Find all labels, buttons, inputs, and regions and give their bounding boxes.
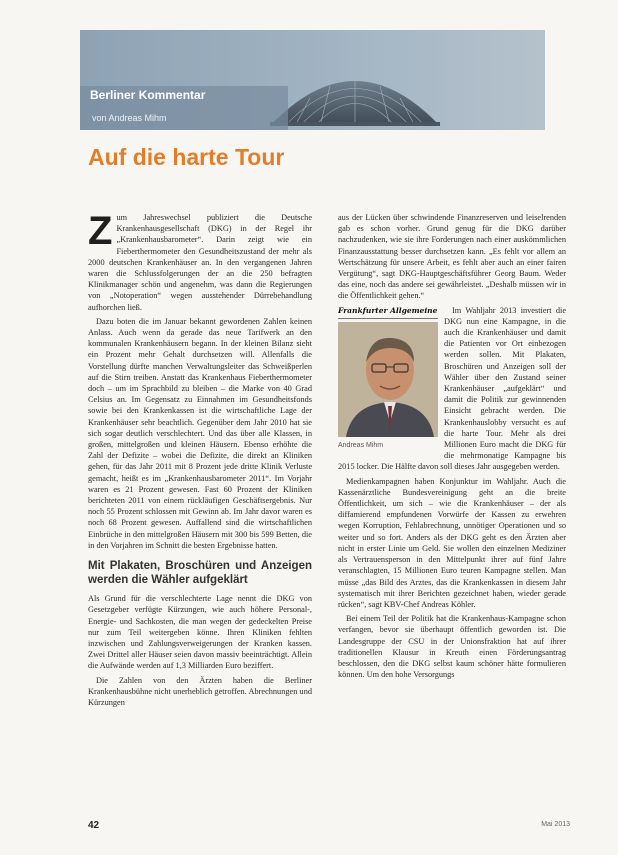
section-subheading: Mit Plakaten, Broschüren und Anzeigen werden die Wähler aufgeklärt: [88, 560, 312, 587]
page-number: 42: [88, 820, 100, 831]
paragraph: Bei einem Teil der Politik hat die Krankenhaus-Kampagne schon verfangen, bevor sie überhaupt öffentlich geworden ist. Die Landesgruppe der CSU in der Unionsfraktion hat auf ihrer traditionellen Klausur in Kreuth einen Förderungsantrag beschlossen, den die DKG selbst kaum schöner hätte formulieren können. Um den hohe Versorgungs: [338, 614, 566, 680]
issue-label: Mai 2013: [541, 821, 570, 828]
paragraph: aus der Lücken über schwindende Finanzreserven und leiselrenden gab es schon vorher. Grund genug für die DKG darüber nachzudenken, wie sie ihre Forderungen nach einer auskömmlichen Finanzausstattung besser durchsetzen kann. „Es fehlt vor allem an Wertschätzung für unsere Arbeit, es fehlt aber auch an einer fairen Vergütung“, sagt DKG-Hauptgeschäftsführer Georg Baum. Weder das eine, noch das andere sei gewährleistet. „Deshalb müssen wir in die Öffentlichkeit gehen.“: [338, 213, 566, 301]
photo-caption: Andreas Mihm: [338, 441, 384, 449]
article-headline: Auf die harte Tour: [88, 144, 285, 170]
newspaper-masthead: Frankfurter Allgemeine: [338, 305, 438, 319]
author-byline: von Andreas Mihm: [92, 113, 167, 123]
paragraph: Zum Jahreswechsel publiziert die Deutsche Krankenhausgesellschaft (DKG) in der Regel ihr „Krankenhausbarometer“. Darin zeigt wie ein Fieberthermometer den Gesundheitszustand der mehr als 2000 deutschen Krankenhäuser an. In den vergangenen Jahren waren die Schlussfolgerungen der an die 250 befragten Klinikmanager schön und angenehm, was dann die Regierungen von „Notoperation“ wegen ausstehender Dürrebehandlung aufhorchen ließ.: [88, 212, 312, 312]
paragraph: Dazu boten die im Januar bekannt gewordenen Zahlen keinen Anlass. Auch wenn da gerade das neue Tarifwerk an den kommunalen Krankenhäusern begann. In der kleinen Bilanz sieht ein Prozent mehr Gehalt durchsetzen will. Allenfalls die Vorstellung dürfte manchen Verwaltungsleiter das Schweißperlen auf die Stirn treiben. Anstatt das Krankenhaus Fieberthermometer doch – um im Sprachbild zu bleiben – die Marke von 40 Grad Celsius an. Im Gegensatz zu Einnahmen im Gesundheitsfonds sowie bei den Krankenkassen ist die wirtschaftliche Lage der Krankenhäuser sehr beachtlich. Gegenüber dem Jahr 2010 hat sie sich sogar deutlich verschlechtert. Und das über alle Klassen, in großen, mittelgroßen und kleinen Häusern. Ebenso erhöhte die Zahl der Defizite – wobei die Defizite, die direkt an Kliniken gehen, für das Jahr 2011 mit 8 Prozent jede dritte Klinik Verluste gemacht, heißt es im „Krankenhausbarometer 2011“. Im Vorjahr waren es 21 Prozent gewesen. Fast 60 Prozent der Kliniken berichteten 2011 von einem rückläufigen Geschäftsergebnis. Nur noch 55 Prozent schlossen mit Gewinn ab. Im Jahr davor waren es noch 68 Prozent gewesen. Auffallend sind die wirtschaftlichen Einbrüche in den mittelgroßen Häusern mit 300 bis 599 Betten, die in den Vorjahren im Schnitt die besten Ergebnisse hatten.: [88, 316, 312, 550]
column-rubric: Berliner Kommentar: [90, 88, 206, 102]
paragraph: Die Zahlen von den Ärzten haben die Berliner Krankenhausbühne nicht unerheblich getroffen. Abrechnungen und Kürzungen: [88, 675, 312, 707]
author-photo-box: [338, 305, 438, 457]
paragraph: Medienkampagnen haben Konjunktur im Wahljahr. Auch die Kassenärztliche Bundesvereinigung geht an die breite Öffentlichkeit, um sich – wie die Krankenhäuser – der als diffamierend empfundenen Vorwürfe der Kassen zu erwehren wegen Korruption, Fehlabrechnung, unnötiger Operationen und so weiter und so fort. Anders als der DKG geht es den Ärzten aber nicht in erster Linie um Geld. Sie wollen den einzelnen Mediziner als Vertrauensperson in den Mittelpunkt ihrer auf fünf Jahre veranschlagten, 15 Millionen Euro teuren Kampagne stellen. Man müsse „das Bild des Arztes, das die Krankenkassen in diesem Jahr systematisch mit ihrer Berichten gezeichnet haben, wieder gerade rücken“, sagt KBV-Chef Andreas Köhler.: [338, 476, 566, 609]
drop-cap: Z: [88, 212, 113, 253]
author-portrait-image: [338, 322, 438, 437]
paragraph: Als Grund für die verschlechterte Lage nennt die DKG von Gesetzgeber verfügte Kürzungen, wie auch höhere Personal-, Energie- und Sachkosten, die man wegen der gedeckelten Preise nur zum Teil weitergeben könne. Ihren Kliniken fehlten inzwischen und Zahlungsverweigerungen der Kranken kassen. Zwei Drittel aller Häuser seien davon massiv beeinträchtigt. Allein die Aufwände werden auf 1,3 Milliarden Euro beziffert.: [88, 594, 312, 671]
paragraph: Im Wahljahr 2013 investiert die DKG nun eine Kampagne, in die auch die Krankenhäuser und damit die Patienten vor Ort einbezogen werden sollen. Mit Plakaten, Broschüren und Anzeigen soll der Wähler über den Zustand seiner Krankenhäuser „aufgeklärt“ und damit die Politik zur gewinnenden Einsicht gebracht werden. Die Krankenhauslobby versucht es auf die harte Tour. Mehr als drei Millionen Euro macht die DKG für die mehrmonatige Kampagne bis 2015 locker. Die Hälfte davon soll dieses Jahr ausgegeben werden.: [338, 305, 566, 472]
text-column-right: [338, 212, 566, 822]
text-column-left: [88, 212, 312, 822]
